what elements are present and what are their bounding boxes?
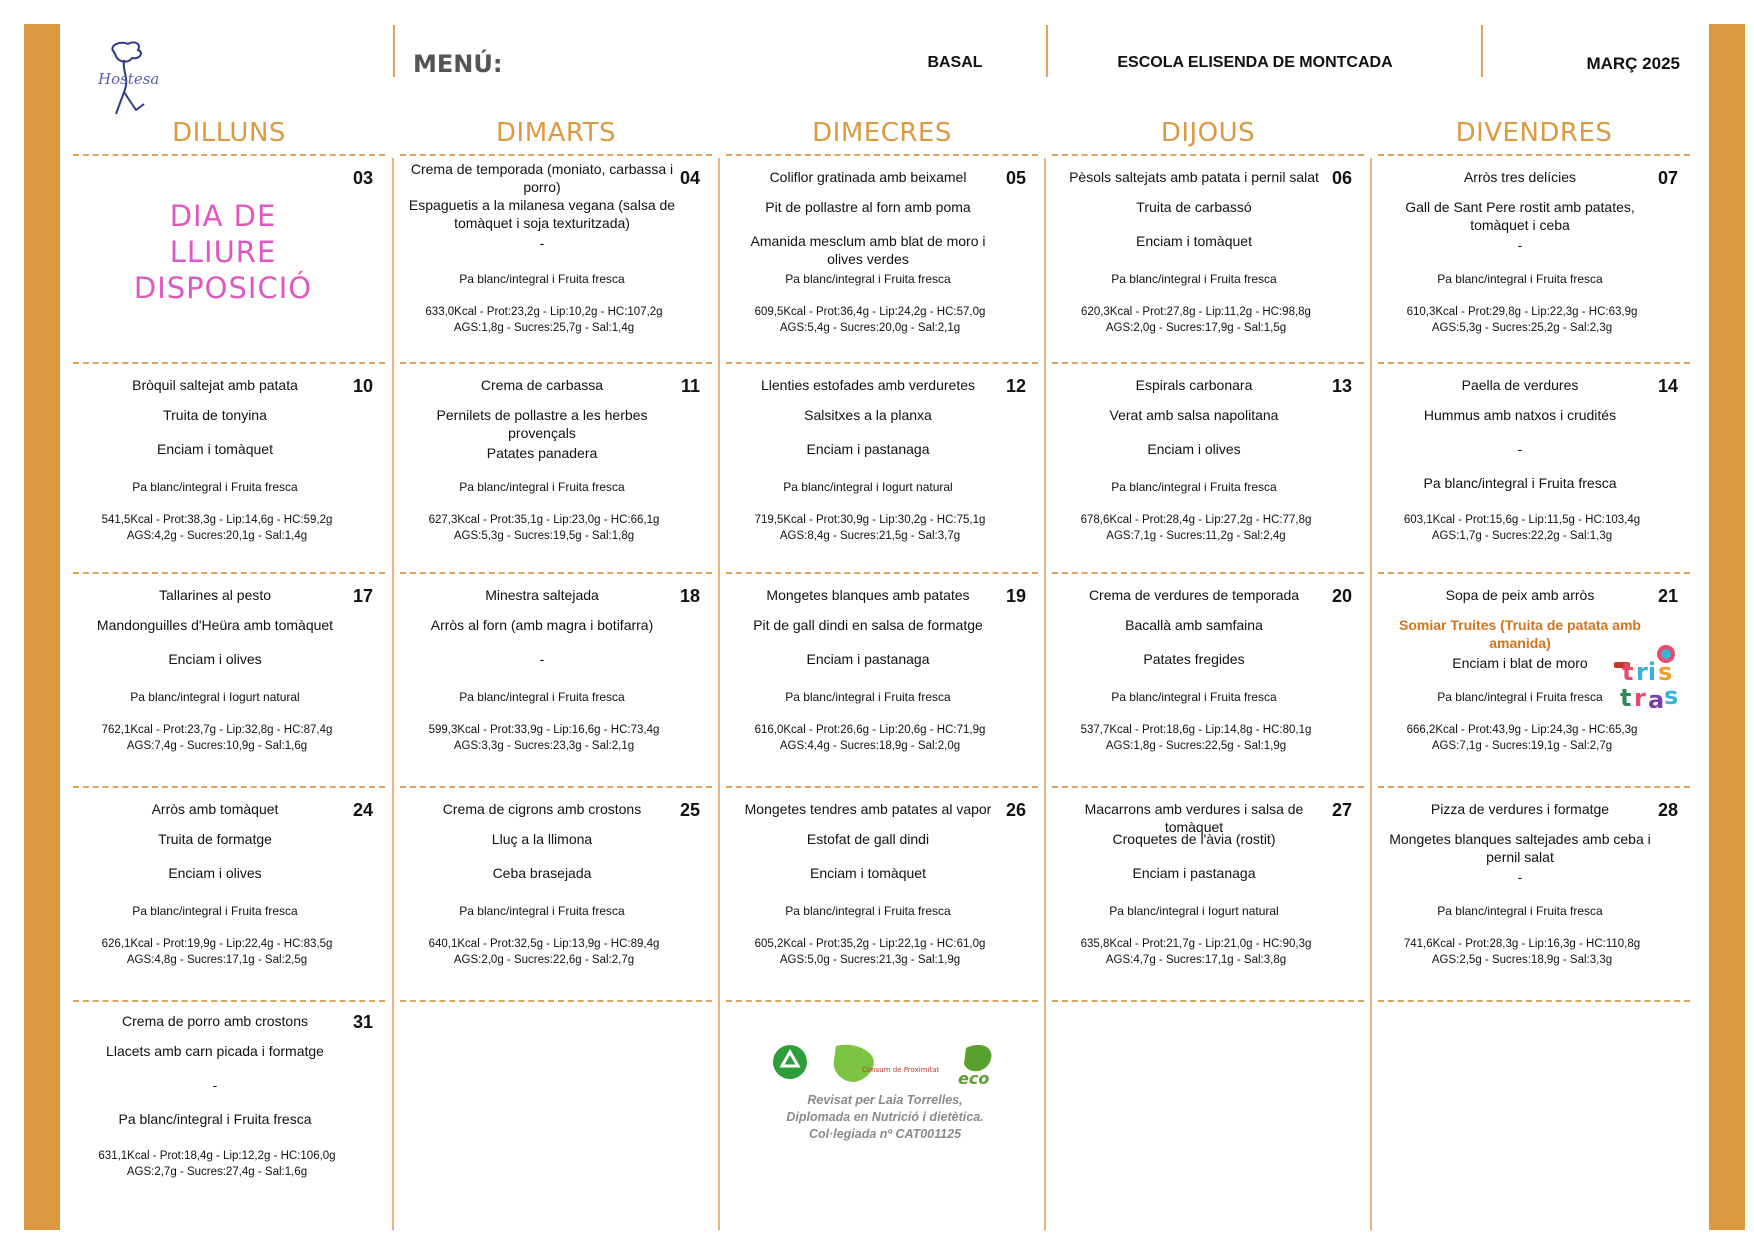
day-number: 07	[1657, 168, 1678, 188]
day-cell	[400, 576, 712, 776]
proximity-logo-label: Consum de Proximitat	[862, 1066, 940, 1074]
nutrition-info: 678,6Kcal - Prot:28,4g - Lip:27,2g - HC:77,8g	[1080, 514, 1312, 526]
second-course: Pernilets de pollastre a les herbes provençals	[436, 407, 648, 441]
nutrition-info: 741,6Kcal - Prot:28,3g - Lip:16,3g - HC:110,8g	[1403, 938, 1641, 950]
first-course: Pizza de verdures i formatge	[1430, 801, 1610, 817]
side-dish: -	[539, 235, 545, 251]
nutrition-info: AGS:4,2g - Sucres:20,1g - Sal:1,4g	[126, 530, 308, 542]
second-course: Croquetes de l'àvia (rostit)	[1112, 831, 1276, 847]
nutrition-info: AGS:5,3g - Sucres:25,2g - Sal:2,3g	[1431, 322, 1613, 334]
second-course: Gall de Sant Pere rostit amb patates, tomàquet i ceba	[1405, 199, 1635, 233]
nutrition-info: AGS:2,5g - Sucres:18,9g - Sal:3,3g	[1431, 954, 1613, 966]
first-course: Sopa de peix amb arròs	[1445, 587, 1595, 603]
nutrition-info: AGS:1,8g - Sucres:22,5g - Sal:1,9g	[1105, 740, 1287, 752]
nutrition-info: 620,3Kcal - Prot:27,8g - Lip:11,2g - HC:98,8g	[1081, 306, 1311, 318]
nutrition-info: 616,0Kcal - Prot:26,6g - Lip:20,6g - HC:71,9g	[754, 724, 986, 736]
first-course: Crema de carbassa	[480, 377, 604, 393]
second-course: Arròs al forn (amb magra i botifarra)	[430, 617, 654, 633]
first-course: Llenties estofades amb verduretes	[760, 377, 975, 393]
day-cell	[400, 366, 712, 566]
side-dish: Enciam i pastanaga	[806, 651, 930, 667]
row-separator	[726, 154, 1038, 156]
diet-type: BASAL	[927, 54, 983, 71]
bread-dessert: Pa blanc/integral i Fruita fresca	[1111, 480, 1277, 494]
svg-text:a: a	[1648, 686, 1665, 714]
first-course: Bròquil saltejat amb patata	[132, 377, 298, 393]
row-separator	[73, 572, 385, 574]
tris-tras-logo	[1612, 640, 1682, 720]
bread-dessert: Pa blanc/integral i Fruita fresca	[1111, 272, 1277, 286]
first-course: Mongetes blanques amb patates	[766, 587, 970, 603]
bread-dessert: Pa blanc/integral i Fruita fresca	[785, 904, 951, 918]
day-cell	[1052, 790, 1364, 990]
svg-text:s: s	[1664, 682, 1679, 710]
day-number: 03	[352, 168, 373, 188]
column-divider	[1044, 158, 1046, 1230]
nutrition-info: AGS:5,4g - Sucres:20,0g - Sal:2,1g	[779, 322, 961, 334]
day-number: 27	[1331, 800, 1352, 820]
day-number: 14	[1657, 376, 1678, 396]
row-separator	[726, 572, 1038, 574]
day-cell	[73, 366, 385, 566]
second-course: Mongetes blanques saltejades amb ceba i pernil salat	[1389, 831, 1651, 865]
side-dish: Patates panadera	[486, 445, 598, 461]
day-number: 13	[1331, 376, 1352, 396]
nutrition-info: 633,0Kcal - Prot:23,2g - Lip:10,2g - HC:107,2g	[425, 306, 663, 318]
row-separator	[1378, 786, 1690, 788]
row-separator	[1378, 362, 1690, 364]
side-dish: Amanida mesclum amb blat de moro i olives verdes	[750, 233, 986, 267]
bread-dessert: Pa blanc/integral i Iogurt natural	[1109, 904, 1279, 918]
row-separator	[73, 786, 385, 788]
bread-dessert: Pa blanc/integral i Fruita fresca	[785, 272, 951, 286]
second-course: Truita de tonyina	[163, 407, 267, 423]
bread-dessert: Pa blanc/integral i Iogurt natural	[130, 690, 300, 704]
left-accent-bar	[24, 24, 60, 1230]
nutrition-info: 631,1Kcal - Prot:18,4g - Lip:12,2g - HC:106,0g	[98, 1150, 336, 1162]
column-divider	[392, 158, 394, 1230]
credit-line: Col·legiada nº CAT001125	[808, 1127, 962, 1141]
row-separator	[1052, 572, 1364, 574]
nutrition-info: AGS:1,8g - Sucres:25,7g - Sal:1,4g	[453, 322, 635, 334]
nutrition-info: AGS:7,4g - Sucres:10,9g - Sal:1,6g	[126, 740, 308, 752]
second-course: Truita de carbassó	[1136, 199, 1252, 215]
side-dish: Enciam i pastanaga	[806, 441, 930, 457]
nutrition-info: AGS:2,0g - Sucres:22,6g - Sal:2,7g	[453, 954, 635, 966]
second-course: Salsitxes a la planxa	[804, 407, 932, 423]
day-number: 12	[1005, 376, 1026, 396]
eco-logo-label: eco	[958, 1069, 990, 1088]
first-course: Macarrons amb verdures i salsa de tomàquet	[1084, 801, 1304, 835]
nutrition-info: 605,2Kcal - Prot:35,2g - Lip:22,1g - HC:61,0g	[754, 938, 986, 950]
side-dish: Enciam i olives	[1147, 441, 1241, 457]
first-course: Crema de temporada (moniato, carbassa i porro)	[410, 161, 674, 195]
header-divider	[393, 25, 395, 77]
nutrition-info: 635,8Kcal - Prot:21,7g - Lip:21,0g - HC:90,3g	[1080, 938, 1312, 950]
second-course: Pit de pollastre al forn amb poma	[765, 199, 971, 215]
first-course: Minestra saltejada	[485, 587, 599, 603]
column-divider	[718, 158, 720, 1230]
first-course: Arròs amb tomàquet	[151, 801, 279, 817]
side-dish: Enciam i tomàquet	[1136, 233, 1252, 249]
side-dish: Enciam i tomàquet	[810, 865, 926, 881]
nutrition-info: 640,1Kcal - Prot:32,5g - Lip:13,9g - HC:89,4g	[428, 938, 660, 950]
first-course: Tallarines al pesto	[158, 587, 272, 603]
bread-dessert: Pa blanc/integral i Fruita fresca	[1437, 272, 1603, 286]
row-separator	[1052, 1000, 1364, 1002]
day-cell	[400, 158, 712, 358]
day-cell	[73, 158, 385, 358]
side-dish: Ceba brasejada	[492, 865, 592, 881]
row-separator	[400, 154, 712, 156]
school-name: ESCOLA ELISENDA DE MONTCADA	[1117, 54, 1393, 71]
svg-text:r: r	[1634, 684, 1646, 712]
day-number: 26	[1005, 800, 1026, 820]
day-number: 21	[1657, 586, 1678, 606]
side-dish: Enciam i olives	[168, 651, 262, 667]
second-course: Pit de gall dindi en salsa de formatge	[753, 617, 983, 633]
day-number: 11	[680, 376, 700, 396]
day-cell	[1052, 576, 1364, 776]
menu-label: MENÚ:	[413, 50, 503, 78]
day-cell	[73, 576, 385, 776]
day-number: 10	[352, 376, 373, 396]
nutrition-info: AGS:7,1g - Sucres:19,1g - Sal:2,7g	[1431, 740, 1613, 752]
nutrition-info: 627,3Kcal - Prot:35,1g - Lip:23,0g - HC:66,1g	[428, 514, 660, 526]
day-cell	[400, 790, 712, 990]
free-day-notice: DIA DE LLIURE DISPOSICIÓ	[133, 199, 313, 305]
day-number: 31	[352, 1012, 373, 1032]
bread-dessert: Pa blanc/integral i Fruita fresca	[1111, 690, 1277, 704]
nutrition-info: AGS:1,7g - Sucres:22,2g - Sal:1,3g	[1431, 530, 1613, 542]
second-course: Somiar Truites (Truita de patata amb amanida)	[1399, 617, 1641, 651]
second-course: Verat amb salsa napolitana	[1109, 407, 1279, 423]
nutrition-info: AGS:4,4g - Sucres:18,9g - Sal:2,0g	[779, 740, 961, 752]
row-separator	[400, 786, 712, 788]
nutrition-info: 626,1Kcal - Prot:19,9g - Lip:22,4g - HC:83,5g	[101, 938, 333, 950]
first-course: Coliflor gratinada amb beixamel	[769, 169, 967, 185]
day-name-dimecres: DIMECRES	[812, 118, 952, 148]
day-cell	[726, 790, 1038, 990]
second-course: Bacallà amb samfaina	[1125, 617, 1263, 633]
side-dish: Enciam i pastanaga	[1132, 865, 1256, 881]
certification-logos	[770, 1040, 1010, 1094]
bread-dessert: Pa blanc/integral i Fruita fresca	[459, 690, 625, 704]
nutrition-info: 762,1Kcal - Prot:23,7g - Lip:32,8g - HC:87,4g	[101, 724, 333, 736]
nutrition-info: 603,1Kcal - Prot:15,6g - Lip:11,5g - HC:103,4g	[1403, 514, 1641, 526]
day-number: 28	[1657, 800, 1678, 820]
day-number: 25	[679, 800, 700, 820]
row-separator	[73, 154, 385, 156]
second-course: Llacets amb carn picada i formatge	[106, 1043, 324, 1059]
month-year: MARÇ 2025	[1586, 54, 1680, 73]
day-cell	[73, 790, 385, 990]
column-divider	[1370, 158, 1372, 1230]
row-separator	[1378, 154, 1690, 156]
row-separator	[726, 362, 1038, 364]
side-dish: Enciam i olives	[168, 865, 262, 881]
day-cell	[1052, 158, 1364, 358]
nutrition-info: AGS:4,7g - Sucres:17,1g - Sal:3,8g	[1105, 954, 1287, 966]
bread-dessert: Pa blanc/integral i Fruita fresca	[132, 904, 298, 918]
nutrition-info: 610,3Kcal - Prot:29,8g - Lip:22,3g - HC:63,9g	[1406, 306, 1638, 318]
side-dish: -	[212, 1077, 218, 1093]
nutrition-info: AGS:7,1g - Sucres:11,2g - Sal:2,4g	[1106, 530, 1286, 542]
second-course: Mandonguilles d'Heüra amb tomàquet	[96, 617, 334, 633]
bread-dessert: Pa blanc/integral i Fruita fresca	[785, 690, 951, 704]
bread-dessert: Pa blanc/integral i Fruita fresca	[118, 1111, 312, 1127]
bread-dessert: Pa blanc/integral i Fruita fresca	[1437, 904, 1603, 918]
side-dish: -	[1517, 869, 1523, 885]
first-course: Pèsols saltejats amb patata i pernil salat	[1069, 169, 1319, 185]
day-cell	[1378, 158, 1690, 358]
day-cell	[73, 1002, 385, 1202]
first-course: Espirals carbonara	[1135, 377, 1253, 393]
brand-name: Hostesa	[98, 70, 160, 88]
svg-text:t: t	[1620, 684, 1632, 712]
nutrition-info: AGS:3,3g - Sucres:23,3g - Sal:2,1g	[453, 740, 635, 752]
second-course: Estofat de gall dindi	[806, 831, 930, 847]
header-divider	[1046, 25, 1048, 77]
nutritionist-credit	[760, 1092, 1010, 1143]
bread-dessert: Pa blanc/integral i Fruita fresca	[459, 480, 625, 494]
row-separator	[726, 1000, 1038, 1002]
row-separator	[400, 572, 712, 574]
nutrition-info: AGS:4,8g - Sucres:17,1g - Sal:2,5g	[126, 954, 308, 966]
nutrition-info: AGS:5,0g - Sucres:21,3g - Sal:1,9g	[779, 954, 961, 966]
bread-dessert: Pa blanc/integral i Fruita fresca	[1423, 475, 1617, 491]
right-accent-bar	[1709, 24, 1745, 1230]
row-separator	[400, 362, 712, 364]
second-course: Lluç a la llimona	[491, 831, 593, 847]
day-number: 05	[1005, 168, 1026, 188]
credit-line: Diplomada en Nutrició i dietètica.	[786, 1110, 984, 1124]
credit-line: Revisat per Laia Torrelles,	[807, 1093, 963, 1107]
row-separator	[1378, 1000, 1690, 1002]
day-name-dijous: DIJOUS	[1160, 118, 1256, 148]
side-dish: -	[1517, 441, 1523, 457]
nutrition-info: 541,5Kcal - Prot:38,3g - Lip:14,6g - HC:59,2g	[101, 514, 333, 526]
day-cell	[726, 366, 1038, 566]
day-number: 06	[1331, 168, 1352, 188]
side-dish: Enciam i tomàquet	[157, 441, 273, 457]
first-course: Paella de verdures	[1461, 377, 1579, 393]
first-course: Crema de porro amb crostons	[122, 1013, 308, 1029]
day-name-divendres: DIVENDRES	[1455, 118, 1613, 148]
row-separator	[726, 786, 1038, 788]
first-course: Crema de cigrons amb crostons	[442, 801, 642, 817]
day-name-dimarts: DIMARTS	[496, 118, 616, 148]
nutrition-info: 537,7Kcal - Prot:18,6g - Lip:14,8g - HC:80,1g	[1080, 724, 1312, 736]
day-cell	[1378, 790, 1690, 990]
bread-dessert: Pa blanc/integral i Fruita fresca	[132, 480, 298, 494]
day-name-dilluns: DILLUNS	[172, 118, 286, 148]
side-dish: Enciam i blat de moro	[1452, 655, 1588, 671]
bread-dessert: Pa blanc/integral i Iogurt natural	[783, 480, 953, 494]
day-number: 19	[1005, 586, 1026, 606]
day-number: 04	[679, 168, 700, 188]
day-cell	[1378, 366, 1690, 566]
side-dish: -	[1517, 237, 1523, 253]
second-course: Espaguetis a la milanesa vegana (salsa de tomàquet i soja texturitzada)	[408, 197, 676, 231]
row-separator	[1052, 154, 1364, 156]
nutrition-info: 666,2Kcal - Prot:43,9g - Lip:24,3g - HC:65,3g	[1406, 724, 1638, 736]
side-dish: Patates fregides	[1143, 651, 1245, 667]
row-separator	[1378, 572, 1690, 574]
row-separator	[1052, 786, 1364, 788]
day-number: 17	[352, 586, 373, 606]
svg-text:s: s	[1658, 658, 1673, 686]
side-dish: -	[539, 651, 545, 667]
second-course: Truita de formatge	[158, 831, 272, 847]
nutrition-info: AGS:2,7g - Sucres:27,4g - Sal:1,6g	[126, 1166, 308, 1178]
second-course: Hummus amb natxos i crudités	[1423, 407, 1617, 423]
day-number: 24	[352, 800, 373, 820]
header-divider	[1481, 25, 1483, 77]
day-cell	[726, 576, 1038, 776]
nutrition-info: 609,5Kcal - Prot:36,4g - Lip:24,2g - HC:57,0g	[754, 306, 986, 318]
nutrition-info: AGS:2,0g - Sucres:17,9g - Sal:1,5g	[1105, 322, 1287, 334]
day-number: 18	[679, 586, 700, 606]
nutrition-info: 599,3Kcal - Prot:33,9g - Lip:16,6g - HC:73,4g	[428, 724, 660, 736]
nutrition-info: AGS:5,3g - Sucres:19,5g - Sal:1,8g	[453, 530, 635, 542]
row-separator	[73, 362, 385, 364]
first-course: Arròs tres delícies	[1463, 169, 1577, 185]
bread-dessert: Pa blanc/integral i Fruita fresca	[459, 272, 625, 286]
day-cell	[1052, 366, 1364, 566]
first-course: Crema de verdures de temporada	[1088, 587, 1300, 603]
row-separator	[400, 1000, 712, 1002]
svg-text:t: t	[1622, 658, 1634, 686]
day-number: 20	[1331, 586, 1352, 606]
nutrition-info: AGS:8,4g - Sucres:21,5g - Sal:3,7g	[779, 530, 961, 542]
first-course: Mongetes tendres amb patates al vapor	[744, 801, 992, 817]
bread-dessert: Pa blanc/integral i Fruita fresca	[459, 904, 625, 918]
bread-dessert: Pa blanc/integral i Fruita fresca	[1437, 690, 1603, 704]
nutrition-info: 719,5Kcal - Prot:30,9g - Lip:30,2g - HC:75,1g	[754, 514, 986, 526]
svg-text:ri: ri	[1636, 658, 1657, 686]
day-cell	[726, 158, 1038, 358]
row-separator	[1052, 362, 1364, 364]
